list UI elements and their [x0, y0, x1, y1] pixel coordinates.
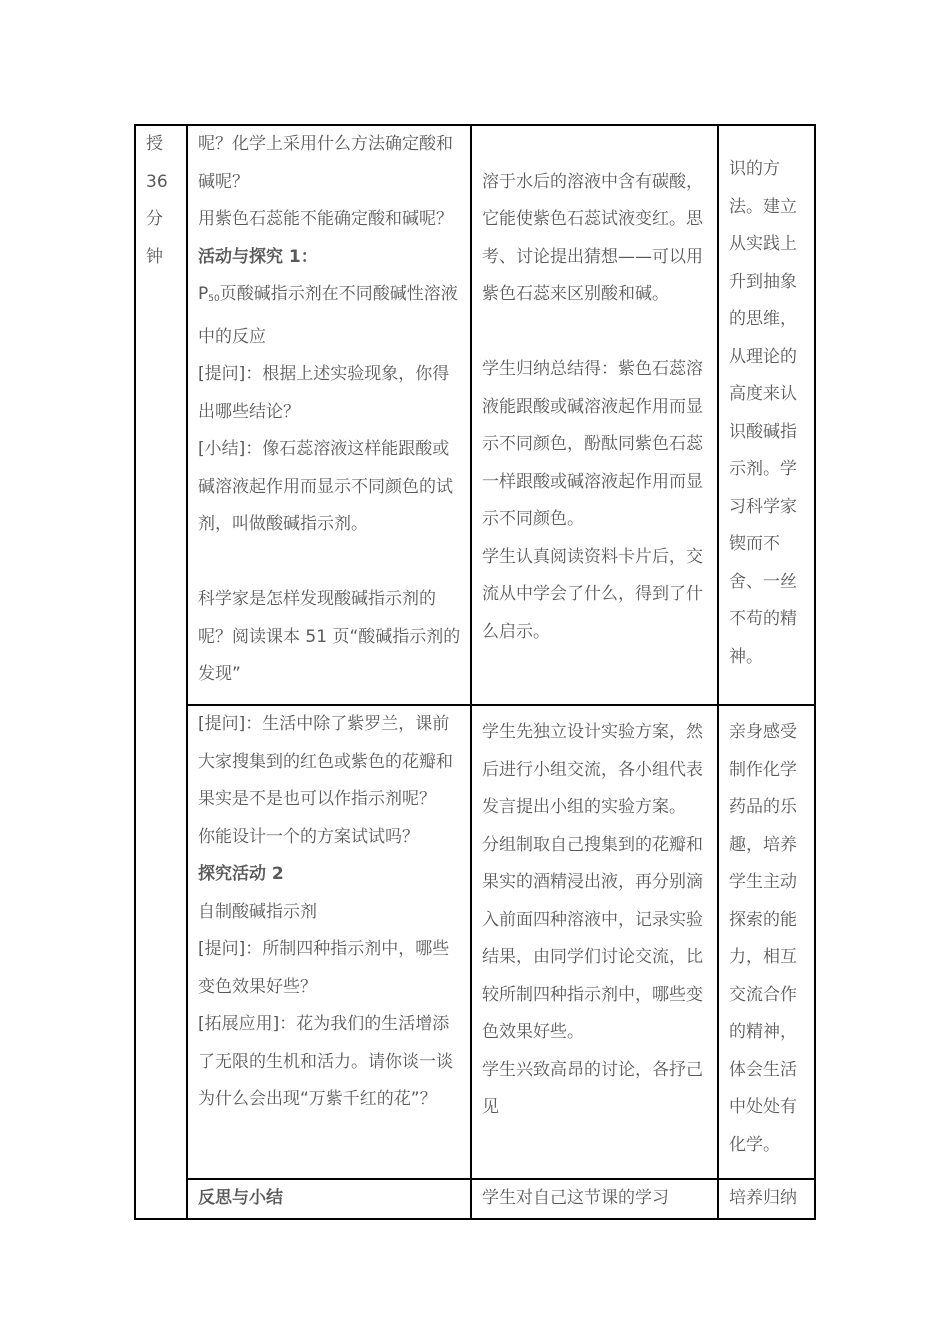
teacher-summary: [小结]：像石蕊溶液这样能跟酸或碱溶液起作用而显示不同颜色的试剂，叫做酸碱指示剂。: [198, 439, 453, 534]
page-letter: P: [198, 284, 209, 304]
teacher-activity-cell: [187, 1179, 471, 1219]
teacher-text: 你能设计一个的方案试试吗？: [198, 826, 419, 847]
student-text: 溶于水后的溶液中含有碳酸，它能使紫色石蕊试液变红。思考、讨论提出猜想——可以用紫色石蕊来区别酸和碱。: [482, 171, 703, 304]
design-intent-cell: [718, 705, 815, 1179]
page-text: 页酸碱指示剂在不同酸碱性溶液中的反应: [198, 284, 458, 347]
table-row: [135, 705, 815, 1179]
time-cell: [135, 125, 187, 1219]
design-intent-cell: [718, 1179, 815, 1219]
student-text: 学生认真阅读资料卡片后，交流从中学会了什么，得到了什么启示。: [482, 546, 703, 642]
time-unit-1: 分: [146, 209, 163, 229]
spacer: [482, 314, 709, 352]
time-label: 授: [146, 134, 163, 154]
activity-heading: 活动与探究 1：: [198, 246, 318, 267]
student-activity-cell: [471, 1179, 718, 1219]
student-text: 学生归纳总结得：紫色石蕊溶液能跟酸或碱溶液起作用而显示不同颜色，酚酞同紫色石蕊一样跟酸或碱溶液起作用而显示不同颜色。: [482, 359, 703, 529]
student-activity-cell: [471, 125, 718, 705]
activity-heading: 探究活动 2: [198, 864, 284, 884]
teacher-text: 呢？化学上采用什么方法确定酸和碱呢？: [198, 134, 453, 192]
spacer: [198, 544, 462, 582]
student-text: 学生先独立设计实验方案，然后进行小组交流，各小组代表发言提出小组的实验方案。: [482, 722, 703, 817]
student-text: 学生兴致高昂的讨论，各抒己见: [482, 1059, 703, 1117]
design-intent-cell: [718, 125, 815, 705]
time-unit-2: 钟: [146, 246, 163, 267]
intent-text: 识的方法。建立从实践上升到抽象的思维，从理论的高度来认识酸碱指示剂。学习科学家锲而不舍、一丝不苟的精神。: [729, 159, 797, 667]
table-row: [135, 1179, 815, 1219]
spacer: [482, 126, 709, 164]
student-text: 分组制取自己搜集到的花瓣和果实的酒精浸出液，再分别滴入前面四种溶液中，记录实验结果，由同学们讨论交流，比较所制四种指示剂中，哪些变色效果好些。: [482, 834, 703, 1042]
teacher-text: 用紫色石蕊能不能确定酸和碱呢？: [198, 209, 453, 229]
teacher-activity-cell: [187, 705, 471, 1179]
intent-text: 培养归纳: [729, 1188, 797, 1208]
table-row: [135, 125, 815, 705]
page-number: 50: [208, 294, 220, 304]
teacher-question: [提问]：根据上述实验现象，你得出哪些结论？: [198, 364, 450, 422]
reflection-heading: 反思与小结: [198, 1188, 283, 1208]
teacher-activity-cell: [187, 125, 471, 705]
teacher-text: [198, 276, 462, 356]
teacher-text: 科学家是怎样发现酸碱指示剂的呢？阅读课本 51 页“酸碱指示剂的发现”: [198, 589, 461, 684]
intent-text: 亲身感受制作化学药品的乐趣，培养学生主动探索的能力，相互交流合作的精神，体会生活中处处有化学。: [729, 722, 797, 1155]
student-activity-cell: [471, 705, 718, 1179]
time-minutes: 36: [146, 171, 168, 192]
teacher-question: [提问]：所制四种指示剂中，哪些变色效果好些？: [198, 939, 450, 997]
teacher-extension: [拓展应用]：花为我们的生活增添了无限的生机和活力。请你谈一谈为什么会出现“万紫千红的花”？: [198, 1014, 453, 1109]
student-text: 学生对自己这节课的学习: [482, 1188, 669, 1208]
teacher-text: 自制酸碱指示剂: [198, 901, 317, 922]
lesson-plan-table: [134, 124, 816, 1220]
teacher-question: [提问]：生活中除了紫罗兰，课前大家搜集到的红色或紫色的花瓣和果实是不是也可以作指示剂呢？: [198, 714, 453, 809]
